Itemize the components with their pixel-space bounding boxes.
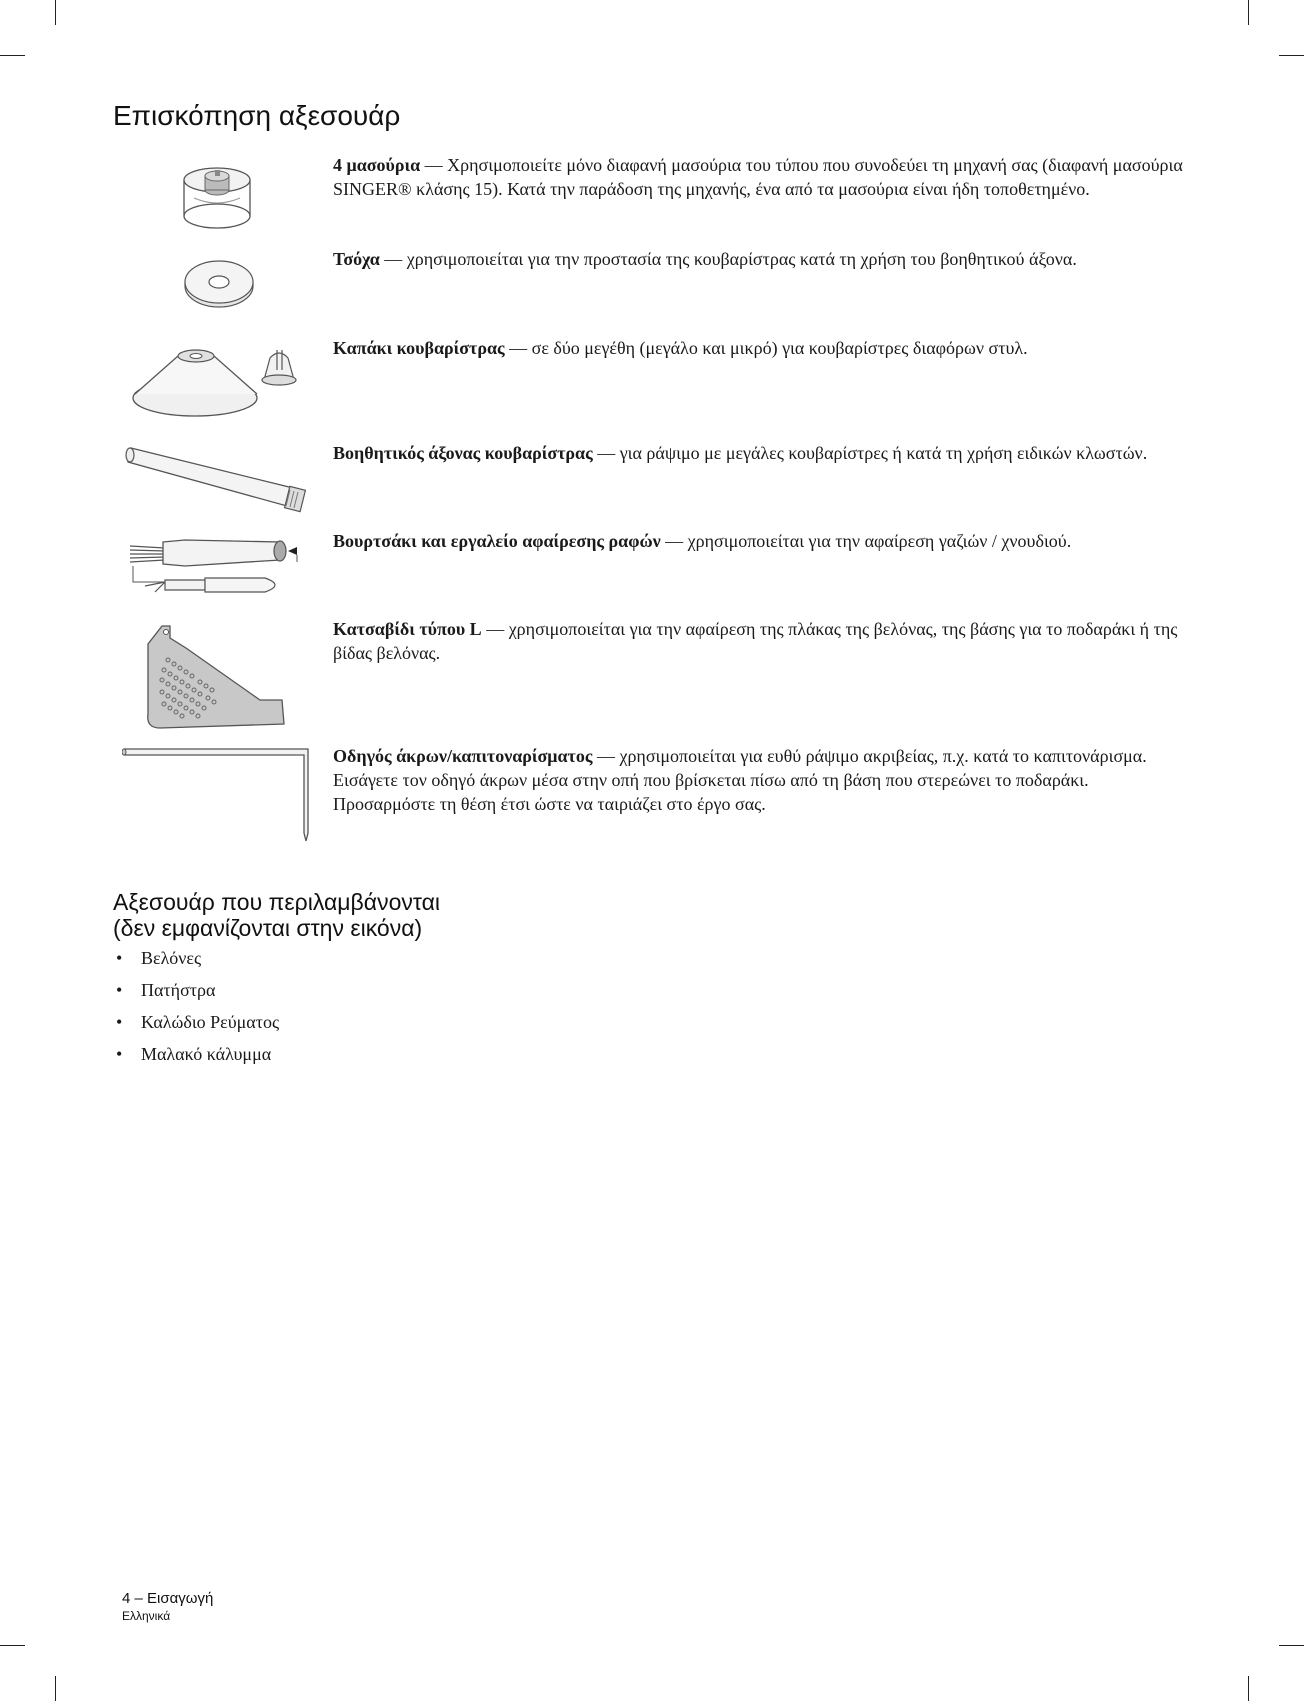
bullet-icon: •: [116, 1012, 123, 1032]
item-name: Τσόχα: [333, 249, 380, 269]
footer-language: Ελληνικά: [122, 1609, 171, 1623]
spool-cap-icon: [130, 340, 305, 420]
item-name: Βουρτσάκι και εργαλείο αφαίρεσης ραφών: [333, 531, 661, 551]
item-desc: — χρησιμοποιείται για την προστασία της κουβαρίστρας κατά τη χρήση του βοηθητικού άξονα.: [379, 249, 1077, 269]
bullet-icon: •: [116, 980, 123, 1000]
subheading-line-1: Αξεσουάρ που περιλαμβάνονται: [113, 889, 441, 915]
item-name: Οδηγός άκρων/καπιτοναρίσματος: [333, 746, 593, 766]
page-number: 4 – Εισαγωγή: [122, 1590, 214, 1607]
included-accessories-heading: [113, 889, 440, 941]
subheading-line-2: (δεν εμφανίζονται στην εικόνα): [113, 915, 423, 941]
list-item: [113, 974, 279, 1006]
l-screwdriver-icon: [140, 620, 290, 730]
item-desc: — χρησιμοποιείται για την αφαίρεση γαζιών / χνουδιού.: [660, 531, 1072, 551]
item-brush-seam-ripper: [333, 529, 1193, 553]
item-bobbins: [333, 153, 1193, 201]
list-item-label: Πατήστρα: [141, 980, 216, 1000]
item-desc: — χρησιμοποιείται για ευθύ ράψιμο ακριβείας, π.χ. κατά το καπιτονάρισμα. Εισάγετε τον οδηγό άκρων μέσα στην οπή που βρίσκεται πίσω από τη βάση που στερεώνει το ποδαράκι. Προσαρμόστε τη θέση έτσι ώστε να ταιριάζει στο έργο σας.: [333, 746, 1147, 814]
crop-mark: [0, 55, 25, 56]
item-desc: — Χρησιμοποιείτε μόνο διαφανή μασούρια του τύπου που συνοδεύει τη μηχανή σας (διαφανή μασούρια SINGER® κλάσης 15). Κατά την παράδοση της μηχανής, ένα από τα μασούρια είναι ήδη τοποθετημένο.: [333, 155, 1183, 199]
item-name: Βοηθητικός άξονας κουβαρίστρας: [333, 443, 593, 463]
brush-seam-ripper-icon: [125, 530, 305, 605]
included-accessories-list: [113, 942, 279, 1070]
item-spool-cap: [333, 336, 1193, 360]
list-item-label: Μαλακό κάλυμμα: [141, 1044, 272, 1064]
bobbin-icon: [180, 160, 260, 235]
item-desc: — για ράψιμο με μεγάλες κουβαρίστρες ή κατά τη χρήση ειδικών κλωστών.: [592, 443, 1148, 463]
item-l-screwdriver: [333, 617, 1193, 665]
crop-mark: [55, 1676, 56, 1701]
item-felt-pad: [333, 247, 1193, 271]
page-footer: [122, 1590, 213, 1624]
list-item: [113, 1038, 279, 1070]
item-desc: — σε δύο μεγέθη (μεγάλο και μικρό) για κουβαρίστρες διαφόρων στυλ.: [504, 338, 1028, 358]
list-item-label: Βελόνες: [141, 948, 202, 968]
item-name: Κατσαβίδι τύπου L: [333, 619, 482, 639]
list-item: [113, 942, 279, 974]
list-item-label: Καλώδιο Ρεύματος: [141, 1012, 280, 1032]
page-title: Επισκόπηση αξεσουάρ: [113, 100, 401, 131]
item-name: Καπάκι κουβαρίστρας: [333, 338, 505, 358]
item-edge-quilting-guide: [333, 744, 1193, 816]
edge-quilting-guide-icon: [122, 745, 322, 845]
felt-pad-icon: [180, 255, 260, 310]
bullet-icon: •: [116, 948, 123, 968]
item-auxiliary-spool-pin: [333, 441, 1193, 465]
crop-mark: [1248, 0, 1249, 25]
bullet-icon: •: [116, 1044, 123, 1064]
item-name: 4 μασούρια: [333, 155, 421, 175]
auxiliary-spool-pin-icon: [125, 440, 315, 515]
crop-mark: [1248, 1676, 1249, 1701]
list-item: [113, 1006, 279, 1038]
crop-mark: [1279, 55, 1304, 56]
crop-mark: [55, 0, 56, 25]
item-desc: — χρησιμοποιείται για την αφαίρεση της πλάκας της βελόνας, της βάσης για το ποδαράκι ή της βίδας βελόνας.: [333, 619, 1178, 663]
crop-mark: [0, 1645, 25, 1646]
crop-mark: [1279, 1645, 1304, 1646]
